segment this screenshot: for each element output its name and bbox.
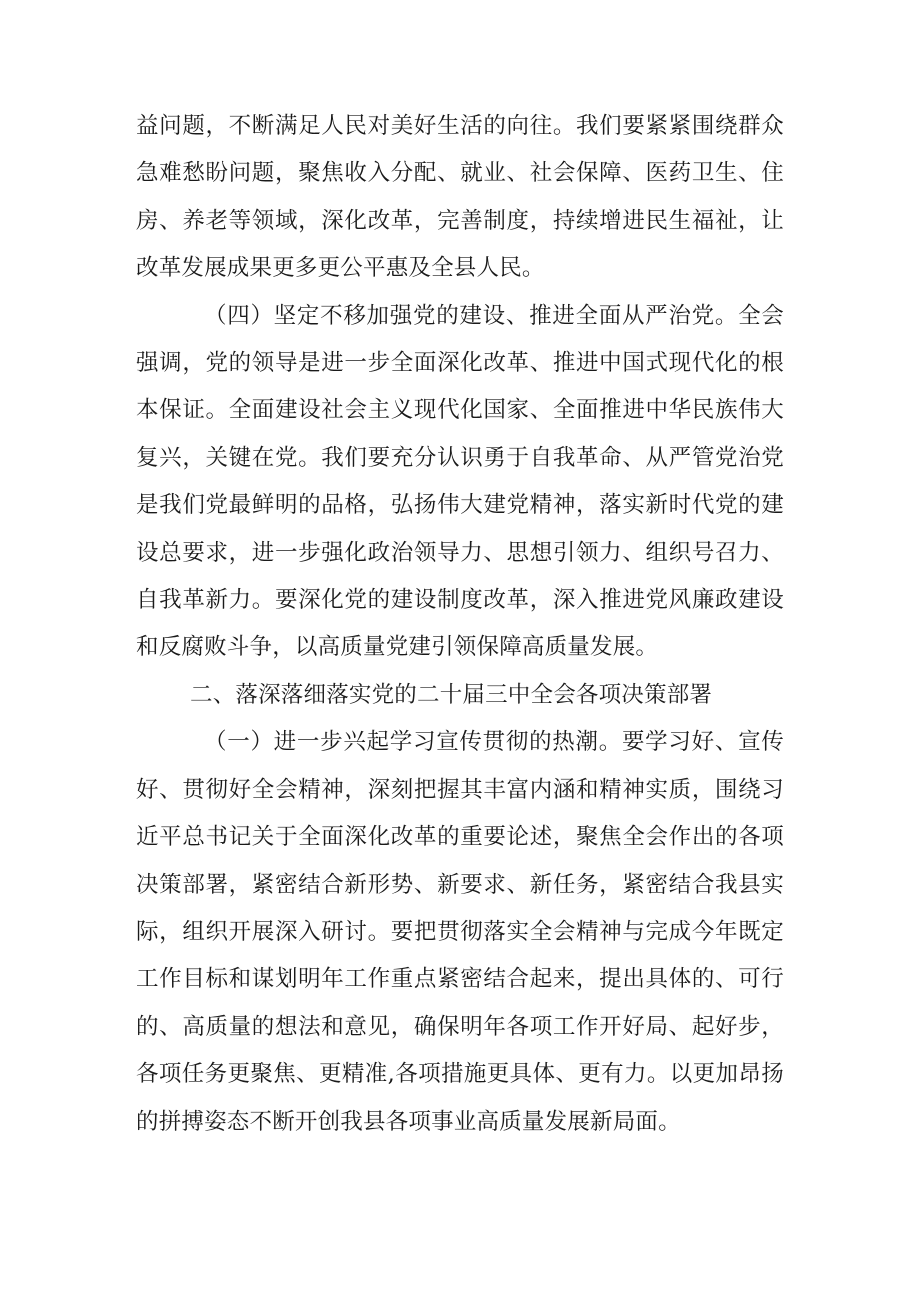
section-heading: 二、落深落细落实党的二十届三中全会各项决策部署	[190, 681, 713, 708]
document-body	[136, 103, 784, 1146]
paragraph-party-building: （四）坚定不移加强党的建设、推进全面从严治党。全会强调，党的领导是进一步全面深化改革、推进中国式现代化的根本保证。全面建设社会主义现代化国家、全面推进中华民族伟大复兴，关键在党。我们要充分认识勇于自我革命、从严管党治党是我们党最鲜明的品格，弘扬伟大建党精神，落实新时代党的建设总要求，进一步强化政治领导力、思想引领力、组织号召力、自我革新力。要深化党的建设制度改革，深入推进党风廉政建设和反腐败斗争，以高质量党建引领保障高质量发展。	[136, 302, 784, 661]
paragraph-continuation: 益问题，不断满足人民对美好生活的向往。我们要紧紧围绕群众急难愁盼问题，聚焦收入分配、就业、社会保障、医药卫生、住房、养老等领域，深化改革，完善制度，持续增进民生福祉，让改革发展成果更多更公平惠及全县人民。	[136, 113, 784, 282]
paragraph-study-campaign: （一）进一步兴起学习宣传贯彻的热潮。要学习好、宣传好、贯彻好全会精神，深刻把握其丰富内涵和精神实质，围绕习近平总书记关于全面深化改革的重要论述，聚焦全会作出的各项决策部署，紧密结合新形势、新要求、新任务，紧密结合我县实际，组织开展深入研讨。要把贯彻落实全会精神与完成今年既定工作目标和谋划明年工作重点紧密结合起来，提出具体的、可行的、高质量的想法和意见，确保明年各项工作开好局、起好步，各项任务更聚焦、更精准,各项措施更具体、更有力。以更加昂扬的拼搏姿态不断开创我县各项事业高质量发展新局面。	[136, 729, 784, 1135]
